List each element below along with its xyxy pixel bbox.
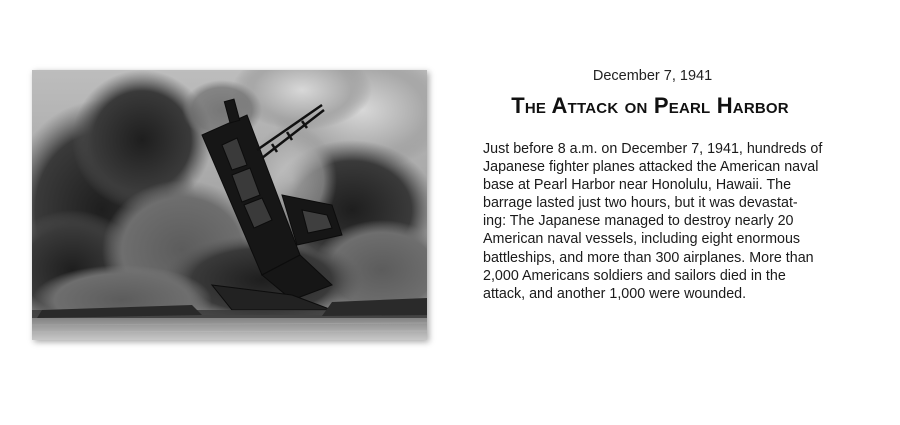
article-date: December 7, 1941 [592,68,713,84]
body-line: battleships, and more than 300 airplanes. More than [483,249,814,266]
article-title: The Attack on Pearl Harbor [511,93,789,118]
body-line: base at Pearl Harbor near Honolulu, Hawaii. The [483,177,792,194]
body-line: Japanese fighter planes attacked the American naval [483,159,819,176]
sinking-battleship-photo [32,70,427,340]
body-line: attack, and another 1,000 were wounded. [483,285,747,302]
article-body [483,140,858,303]
body-line: barrage lasted just two hours, but it was devastat- [483,195,798,212]
body-line: 2,000 Americans soldiers and sailors died in the [483,267,786,284]
body-line: ing: The Japanese managed to destroy nearly 20 [483,213,794,230]
body-line: American naval vessels, including eight enormous [483,231,801,248]
body-line: Just before 8 a.m. on December 7, 1941, hundreds of [483,141,823,157]
battleship-photo-illustration [32,70,427,340]
